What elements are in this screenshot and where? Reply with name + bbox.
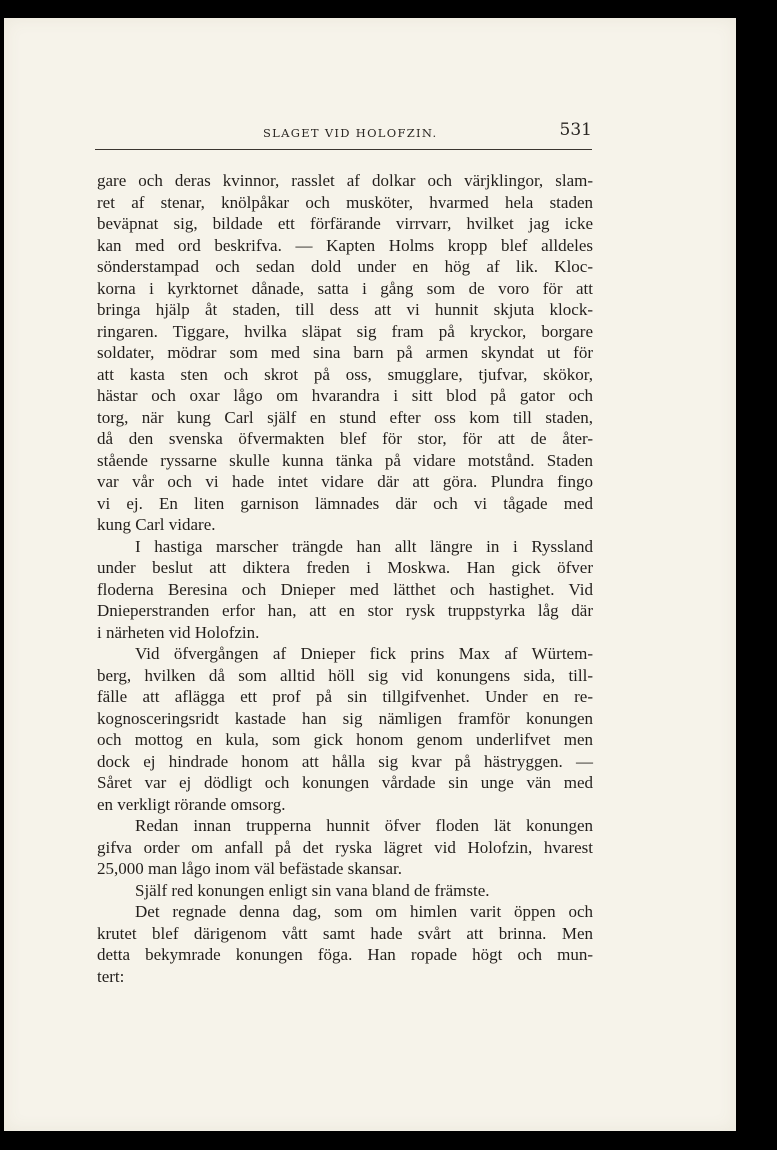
paragraph-1 [97, 170, 593, 536]
text-line: 25,000 man lågo inom väl befästade skansar. [97, 859, 402, 878]
paragraph-5 [97, 880, 593, 902]
text-line: sönderstampad och sedan dold under en hög af lik. Kloc- [97, 257, 593, 276]
text-line: kung Carl vidare. [97, 515, 216, 534]
text-line: I hastiga marscher trängde han allt längre in i Ryssland [135, 536, 593, 556]
text-line: ret af stenar, knölpåkar och musköter, hvarmed hela staden [97, 192, 593, 212]
text-line: torg, när kung Carl själf en stund efter oss kom till staden, [97, 407, 593, 427]
text-line: floderna Beresina och Dnieper med lätthet och hastighet. Vid [97, 579, 593, 599]
header-rule [95, 149, 592, 150]
text-line: ringaren. Tiggare, hvilka släpat sig fram på kryckor, borgare [97, 321, 593, 341]
text-line: under beslut att diktera freden i Moskwa. Han gick öfver [97, 558, 593, 577]
text-line: Vid öfvergången af Dnieper fick prins Max af Würtem- [135, 644, 593, 663]
text-line: Själf red konungen enligt sin vana bland de främste. [135, 880, 490, 900]
paragraph-4 [97, 815, 593, 880]
text-line: Dnieperstranden erfor han, att en stor rysk truppstyrka låg där [97, 601, 593, 620]
text-line: gifva order om anfall på det ryska lägret vid Holofzin, hvarest [97, 837, 593, 857]
text-line: tert: [97, 966, 125, 986]
text-line: vi ej. En liten garnison lämnades där och vi tågade med [97, 493, 593, 513]
text-line: fälle att aflägga ett prof på sin tillgifvenhet. Under en re- [97, 687, 593, 706]
text-line: gare och deras kvinnor, rasslet af dolkar och värjklingor, slam- [97, 171, 593, 190]
text-line: i närheten vid Holofzin. [97, 622, 260, 642]
paragraph-2 [97, 536, 593, 644]
text-line: hästar och oxar lågo om hvarandra i sitt blod på gator och [97, 386, 593, 405]
text-line: krutet blef därigenom vått samt hade svårt att brinna. Men [97, 923, 593, 943]
body-text [97, 170, 593, 987]
text-line: Såret var ej dödligt och konungen vårdade sin unge vän med [97, 773, 593, 792]
text-line: detta bekymrade konungen föga. Han ropade högt och mun- [97, 945, 593, 964]
text-line: en verkligt rörande omsorg. [97, 794, 286, 814]
text-line: att kasta sten och skrot på oss, smugglare, tjufvar, skökor, [97, 364, 593, 384]
text-line: berg, hvilken då som alltid höll sig vid konungens sida, till- [97, 665, 593, 685]
book-page [4, 18, 736, 1131]
running-title: SLAGET VID HOLOFZIN. [263, 126, 438, 140]
text-line: beväpnat sig, bildade ett förfärande virrvarr, hvilket jag icke [97, 214, 593, 233]
text-line: var vår och vi hade intet vidare där att göra. Plundra fingo [97, 472, 593, 491]
text-line: Redan innan trupperna hunnit öfver floden lät konungen [135, 816, 593, 835]
page-number: 531 [559, 120, 592, 140]
running-head [95, 122, 592, 146]
text-line: Det regnade denna dag, som om himlen varit öppen och [135, 902, 593, 921]
text-line: bringa hjälp åt staden, till dess att vi hunnit skjuta klock- [97, 300, 593, 319]
text-line: kan med ord beskrifva. — Kapten Holms kropp blef alldeles [97, 235, 593, 255]
paragraph-3 [97, 643, 593, 815]
text-line: kognosceringsridt kastade han sig nämligen framför konungen [97, 708, 593, 728]
text-line: då den svenska öfvermakten blef för stor, för att de åter- [97, 429, 593, 448]
text-line: stående ryssarne skulle kunna tänka på vidare motstånd. Staden [97, 450, 593, 470]
text-line: och mottog en kula, som gick honom genom underlifvet men [97, 730, 593, 749]
paragraph-6 [97, 901, 593, 987]
text-line: dock ej hindrade honom att hålla sig kvar på hästryggen. — [97, 751, 593, 771]
text-line: soldater, mödrar som med sina barn på armen skyndat ut för [97, 343, 593, 362]
text-line: korna i kyrktornet dånade, satta i gång som de voro för att [97, 278, 593, 298]
